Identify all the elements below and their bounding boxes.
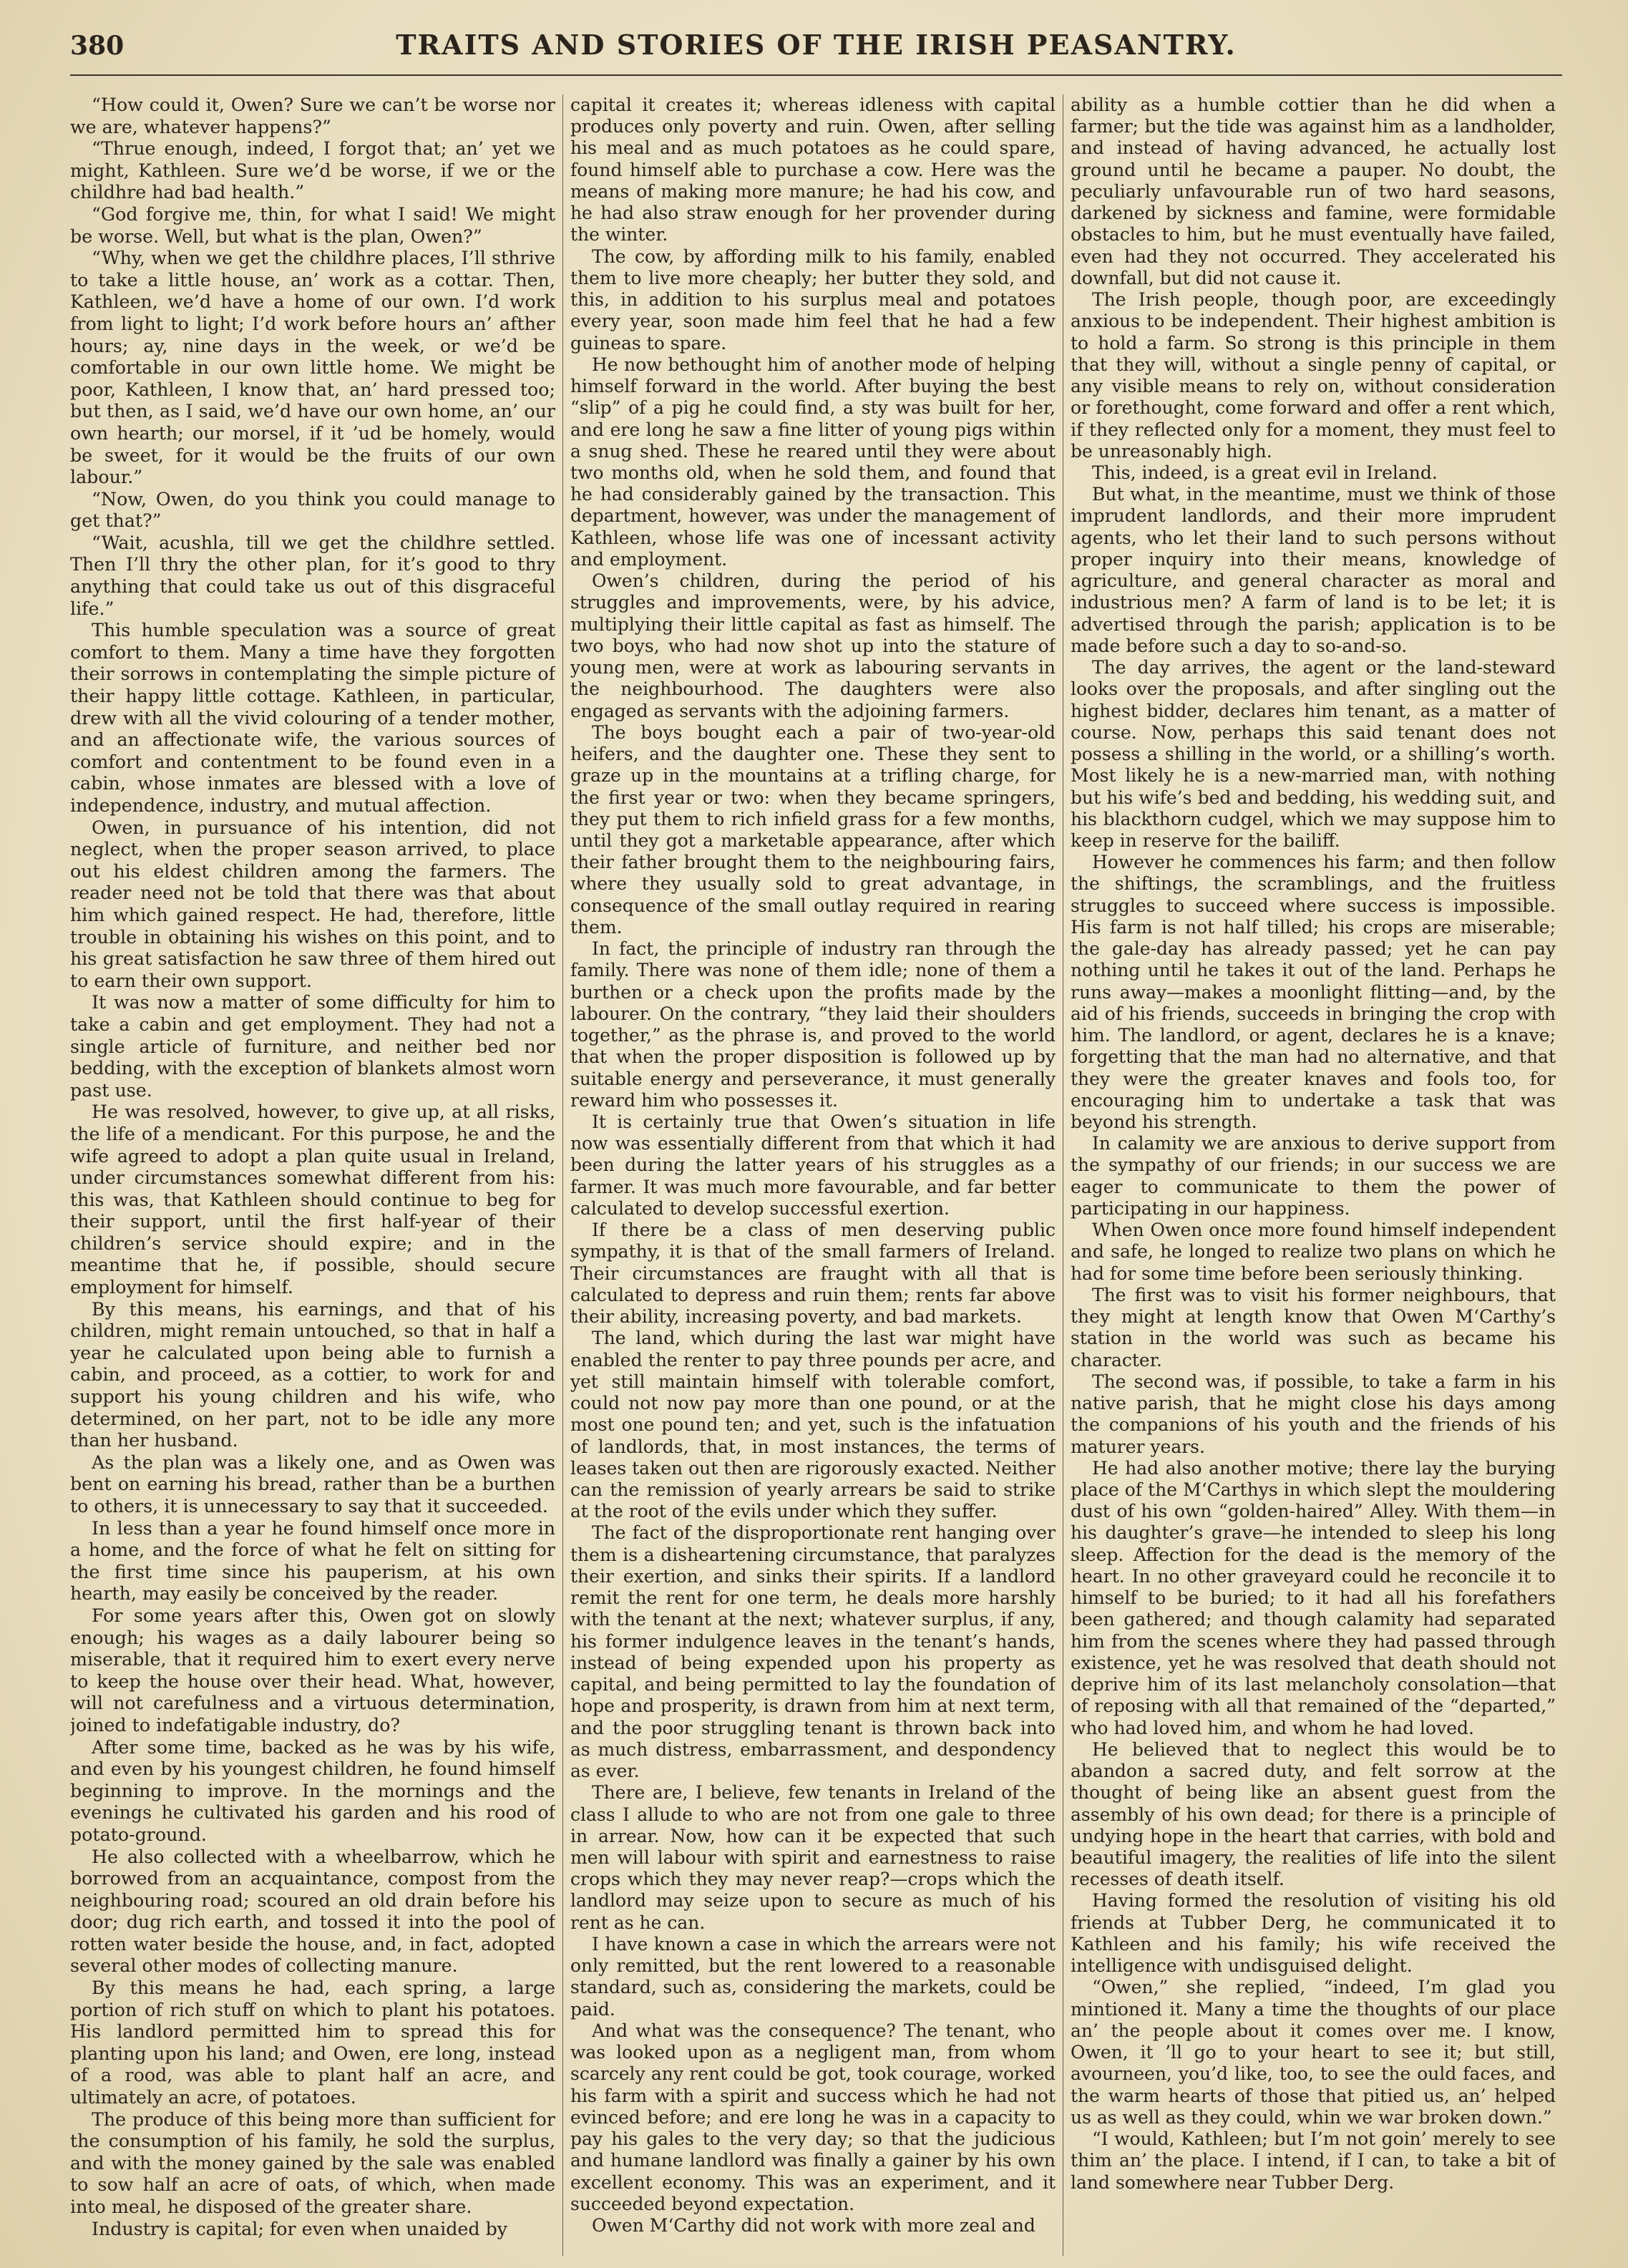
paragraph: In less than a year he found himself once more in a home, and the force of what he felt on sitting for the first time since his pauperism, at his own hearth, may easily be conceived by the reader. (70, 1517, 555, 1605)
paragraph: In fact, the principle of industry ran through the family. There was none of them idle; none of them a burthen or a check upon the profits made by the labourer. On the contrary, “they laid their shoulders together,” as the phrase is, and proved to the world that when the proper disposition is followed up by suitable energy and perseverance, it must generally reward him who possesses it. (570, 938, 1056, 1111)
paragraph: For some years after this, Owen got on slowly enough; his wages as a daily labourer being so miserable, that it required him to exert every nerve to keep the house over their head. What, however, will not carefulness and a virtuous determination, joined to indefatigable industry, do? (70, 1605, 555, 1736)
paragraph: It is certainly true that Owen’s situation in life now was essentially different from that which it had been during the latter years of his struggles as a farmer. It was much more favourable, and far better calculated to develop successful exertion. (570, 1111, 1056, 1219)
paragraph: “Owen,” she replied, “indeed, I’m glad you mintioned it. Many a time the thoughts of our place an’ the people about it comes over me. I know, Owen, it ’ll go to your heart to see it; but still, avourneen, you’d like, too, to see the ould faces, and the warm hearts of those that pitied us, an’ helped us as well as they could, whin we war broken down.” (1071, 1977, 1556, 2128)
page-number: 380 (70, 31, 125, 61)
paragraph: The land, which during the last war might have enabled the renter to pay three pounds per acre, and yet still maintain himself with tolerable comfort, could not now pay more than one pound, or at the most one pound ten; and yet, such is the infatuation of landlords, that, in most instances, the terms of leases taken out then are rigorously exacted. Neither can the remission of yearly arrears be said to strike at the root of the evils under which they suffer. (570, 1328, 1056, 1522)
paragraph: He now bethought him of another mode of helping himself forward in the world. After buying the best “slip” of a pig he could find, a sty was built for her, and ere long he saw a fine litter of young pigs within a snug shed. These he reared until they were about two months old, when he sold them, and found that he had considerably gained by the transaction. This department, however, was under the management of Kathleen, whose life was one of incessant activity and employment. (570, 354, 1056, 570)
column-rule (562, 94, 563, 2256)
paragraph: He also collected with a wheelbarrow, which he borrowed from an acquaintance, compost from the neighbouring road; scoured an old drain before his door; dug rich earth, and tossed it into the pool of rotten water beside the house, and, in fact, adopted several other modes of collecting manure. (70, 1846, 555, 1977)
text-column-right (1071, 94, 1556, 2256)
paragraph: This humble speculation was a source of great comfort to them. Many a time have they forgotten their sorrows in contemplating the simple picture of their happy little cottage. Kathleen, in particular, drew with all the vivid colouring of a tender mother, and an affectionate wife, the various sources of comfort and contentment to be found even in a cabin, whose inmates are blessed with a love of independence, industry, and mutual affection. (70, 620, 555, 816)
paragraph: “God forgive me, thin, for what I said! We might be worse. Well, but what is the plan, Owen?” (70, 203, 555, 247)
paragraph: In calamity we are anxious to derive support from the sympathy of our friends; in our success we are eager to communicate to them the power of participating in our happiness. (1071, 1133, 1556, 1219)
paragraph: The day arrives, the agent or the land-steward looks over the proposals, and after singling out the highest bidder, declares him tenant, as a matter of course. Now, perhaps this said tenant does not possess a shilling in the world, or a shilling’s worth. Most likely he is a new-married man, with nothing but his wife’s bed and bedding, his wedding suit, and his blackthorn cudgel, which we may suppose him to keep in reserve for the bailiff. (1071, 657, 1556, 851)
paragraph: Industry is capital; for even when unaided by (92, 2218, 508, 2239)
paragraph: The produce of this being more than sufficient for the consumption of his family, he sold the surplus, and with the money gained by the sale was enabled to sow half an acre of oats, of which, when made into meal, he disposed of the greater share. (70, 2108, 555, 2217)
paragraph: If there be a class of men deserving public sympathy, it is that of the small farmers of Ireland. Their circumstances are fraught with all that is calculated to depress and ruin them; rents far above their ability, increasing poverty, and bad markets. (570, 1220, 1056, 1328)
text-column-left (70, 94, 555, 2256)
paragraph: The second was, if possible, to take a farm in his native parish, that he might close his days among the companions of his youth and the friends of his maturer years. (1071, 1371, 1556, 1457)
paragraph: Owen’s children, during the period of his struggles and improvements, were, by his advice, multiplying their little capital as fast as himself. The two boys, who had now shot up into the stature of young men, were at work as labouring servants in the neighbourhood. The daughters were also engaged as servants with the adjoining farmers. (570, 570, 1056, 721)
paragraph: “Why, when we get the childhre places, I’ll sthrive to take a little house, an’ work as a cottar. Then, Kathleen, we’d have a home of our own. I’d work from light to light; I’d work before hours an’ afther hours; ay, nine days in the week, or we’d be comfortable in our own little home. We might be poor, Kathleen, I know that, an’ hard pressed too; but then, as I said, we’d have our own home, an’ our own hearth; our morsel, if it ’ud be homely, would be sweet, for it would be the fruits of our own labour.” (70, 248, 555, 488)
page-header (70, 29, 1562, 76)
paragraph: “Now, Owen, do you think you could manage to get that?” (70, 488, 555, 532)
text-column-middle (570, 94, 1056, 2256)
paragraph: By this means, his earnings, and that of his children, might remain untouched, so that in half a year he calculated upon being able to furnish a cabin, and proceed, as a cottier, to work for and support his young children and his wife, who determined, on her part, not to be idle any more than her husband. (70, 1298, 555, 1451)
paragraph: By this means he had, each spring, a large portion of rich stuff on which to plant his potatoes. His landlord permitted him to spread this for planting upon his land; and Owen, ere long, instead of a rood, was able to plant half an acre, and ultimately an acre, of potatoes. (70, 1977, 555, 2108)
paragraph: He was resolved, however, to give up, at all risks, the life of a mendicant. For this purpose, he and the wife agreed to adopt a plan quite usual in Ireland, under circumstances somewhat different from his: this was, that Kathleen should continue to beg for their support, until the first half-year of their children’s service should expire; and in the meantime that he, if possible, should secure employment for himself. (70, 1101, 555, 1298)
paragraph: However he commences his farm; and then follow the shiftings, the scramblings, and the fruitless struggles to succeed where success is impossible. His farm is not half tilled; his crops are miserable; the gale-day has already passed; yet he can pay nothing until he takes it out of the land. Perhaps he runs away—makes a moonlight flitting—and, by the aid of his friends, succeeds in bringing the crop with him. The landlord, or agent, declares he is a knave; forgetting that the man had no alternative, and that they were the greater knaves and fools too, for encouraging him to undertake a task that was beyond his strength. (1071, 852, 1556, 1133)
paragraph: I have known a case in which the arrears were not only remitted, but the rent lowered to a reasonable standard, such as, considering the markets, could be paid. (570, 1933, 1056, 2020)
paragraph: As the plan was a likely one, and as Owen was bent on earning his bread, rather than be a burthen to others, it is unnecessary to say that it succeeded. (70, 1451, 555, 1517)
paragraph: And what was the consequence? The tenant, who was looked upon as a negligent man, from whom scarcely any rent could be got, took courage, worked his farm with a spirit and success which he had not evinced before; and ere long he was in a capacity to pay his gales to the very day; so that the judicious and humane landlord was finally a gainer by his own excellent economy. This was an experiment, and it succeeded beyond expectation. (570, 2020, 1056, 2214)
paragraph: The cow, by affording milk to his family, enabled them to live more cheaply; her butter they sold, and this, in addition to his surplus meal and potatoes every year, soon made him feel that he had a few guineas to spare. (570, 245, 1056, 354)
paragraph: But what, in the meantime, must we think of those imprudent landlords, and their more imprudent agents, who let their land to such persons without proper inquiry into their means, knowledge of agriculture, and general character as moral and industrious men? A farm of land is to be let; it is advertised through the parish; application is to be made before such a day to so-and-so. (1071, 484, 1556, 656)
running-title: TRAITS AND STORIES OF THE IRISH PEASANTRY. (396, 29, 1237, 61)
paragraph: After some time, backed as he was by his wife, and even by his youngest children, he found himself beginning to improve. In the mornings and the evenings he cultivated his garden and his rood of potato-ground. (70, 1736, 555, 1845)
paragraph: The Irish people, though poor, are exceedingly anxious to be independent. Their highest ambition is to hold a farm. So strong is this principle in them that they will, without a single penny of capital, or any visible means to rely on, without consideration or forethought, come forward and offer a rent which, if they reflected only for a moment, they must feel to be unreasonably high. (1071, 289, 1556, 462)
paragraph: The first was to visit his former neighbours, that they might at length know that Owen M‘Carthy’s station in the world was such as became his character. (1071, 1284, 1556, 1371)
paragraph: “Wait, acushla, till we get the childhre settled. Then I’ll thry the other plan, for it’s good to thry anything that could take us out of this disgraceful life.” (70, 532, 555, 619)
paragraph: “Thrue enough, indeed, I forgot that; an’ yet we might, Kathleen. Sure we’d be worse, if we or the childhre had bad health.” (70, 138, 555, 203)
paragraph: “I would, Kathleen; but I’m not goin’ merely to see thim an’ the place. I intend, if I can, to take a bit of land somewhere near Tubber Derg. (1071, 2128, 1556, 2193)
paragraph: The fact of the disproportionate rent hanging over them is a disheartening circumstance, that paralyzes their exertion, and sinks their spirits. If a landlord remit the rent for one term, he deals more harshly with the tenant at the next; whatever surplus, if any, his former indulgence leaves in the tenant’s hands, instead of being expended upon his property as capital, and being permitted to lay the foundation of hope and prosperity, is drawn from him at next term, and the poor struggling tenant is thrown back into as much distress, embarrassment, and despondency as ever. (570, 1522, 1056, 1782)
paragraph: It was now a matter of some difficulty for him to take a cabin and get employment. They had not a single article of furniture, and neither bed nor bedding, with the exception of blankets almost worn past use. (70, 992, 555, 1101)
paragraph: When Owen once more found himself independent and safe, he longed to realize two plans on which he had for some time before been seriously thinking. (1071, 1220, 1556, 1284)
paragraph: He believed that to neglect this would be to abandon a sacred duty, and felt sorrow at the thought of being like an absent guest from the assembly of his own dead; for there is a principle of undying hope in the heart that carries, with bold and beautiful imagery, the realities of life into the silent recesses of death itself. (1071, 1738, 1556, 1890)
paragraph: capital it creates it; whereas idleness with capital produces only poverty and ruin. Owen, after selling his meal and as much potatoes as he could spare, found himself able to purchase a cow. Here was the means of making more manure; he had his cow, and he had also straw enough for her provender during the winter. (570, 94, 1056, 245)
paragraph: This, indeed, is a great evil in Ireland. (1092, 462, 1438, 483)
paragraph: ability as a humble cottier than he did when a farmer; but the tide was against him as a landholder, and instead of having advanced, he actually lost ground until he became a pauper. No doubt, the peculiarly unfavourable run of two hard seasons, darkened by sickness and famine, were formidable obstacles to him, but he must eventually have failed, even had they not occurred. They accelerated his downfall, but did not cause it. (1071, 94, 1556, 288)
paragraph: He had also another motive; there lay the burying place of the M‘Carthys in which slept the mouldering dust of his own “golden-haired” Alley. With them—in his daughter’s grave—he intended to sleep his long sleep. Affection for the dead is the memory of the heart. In no other graveyard could he reconcile it to himself to be buried; to it had all his forefathers been gathered; and though calamity had separated him from the scenes where they had passed through existence, yet he was resolved that death should not deprive him of its last melancholy consolation—that of reposing with all that remained of the “departed,” who had loved him, and whom he had loved. (1071, 1457, 1556, 1738)
paragraph: Owen M‘Carthy did not work with more zeal and (592, 2214, 1035, 2236)
paragraph: There are, I believe, few tenants in Ireland of the class I allude to who are not from one gale to three in arrear. Now, how can it be expected that such men will labour with spirit and earnestness to raise crops which they may never reap?—crops which the landlord may seize upon to secure as much of his rent as he can. (570, 1782, 1056, 1933)
paragraph: The boys bought each a pair of two-year-old heifers, and the daughter one. These they sent to graze up in the mountains at a trifling charge, for the first year or two: when they became springers, they put them to rich infield grass for a few months, until they got a marketable appearance, after which their father brought them to the neighbouring fairs, where they usually sold to great advantage, in consequence of the small outlay required in rearing them. (570, 721, 1056, 938)
text-columns (70, 94, 1562, 2256)
paragraph: Owen, in pursuance of his intention, did not neglect, when the proper season arrived, to place out his eldest children among the farmers. The reader need not be told that there was that about him which gained respect. He had, therefore, little trouble in obtaining his wishes on this point, and to his great satisfaction he saw three of them hired out to earn their own support. (70, 817, 555, 991)
paragraph: Having formed the resolution of visiting his old friends at Tubber Derg, he communicated it to Kathleen and his family; his wife received the intelligence with undisguised delight. (1071, 1890, 1556, 1977)
paragraph: “How could it, Owen? Sure we can’t be worse nor we are, whatever happens?” (70, 94, 555, 137)
